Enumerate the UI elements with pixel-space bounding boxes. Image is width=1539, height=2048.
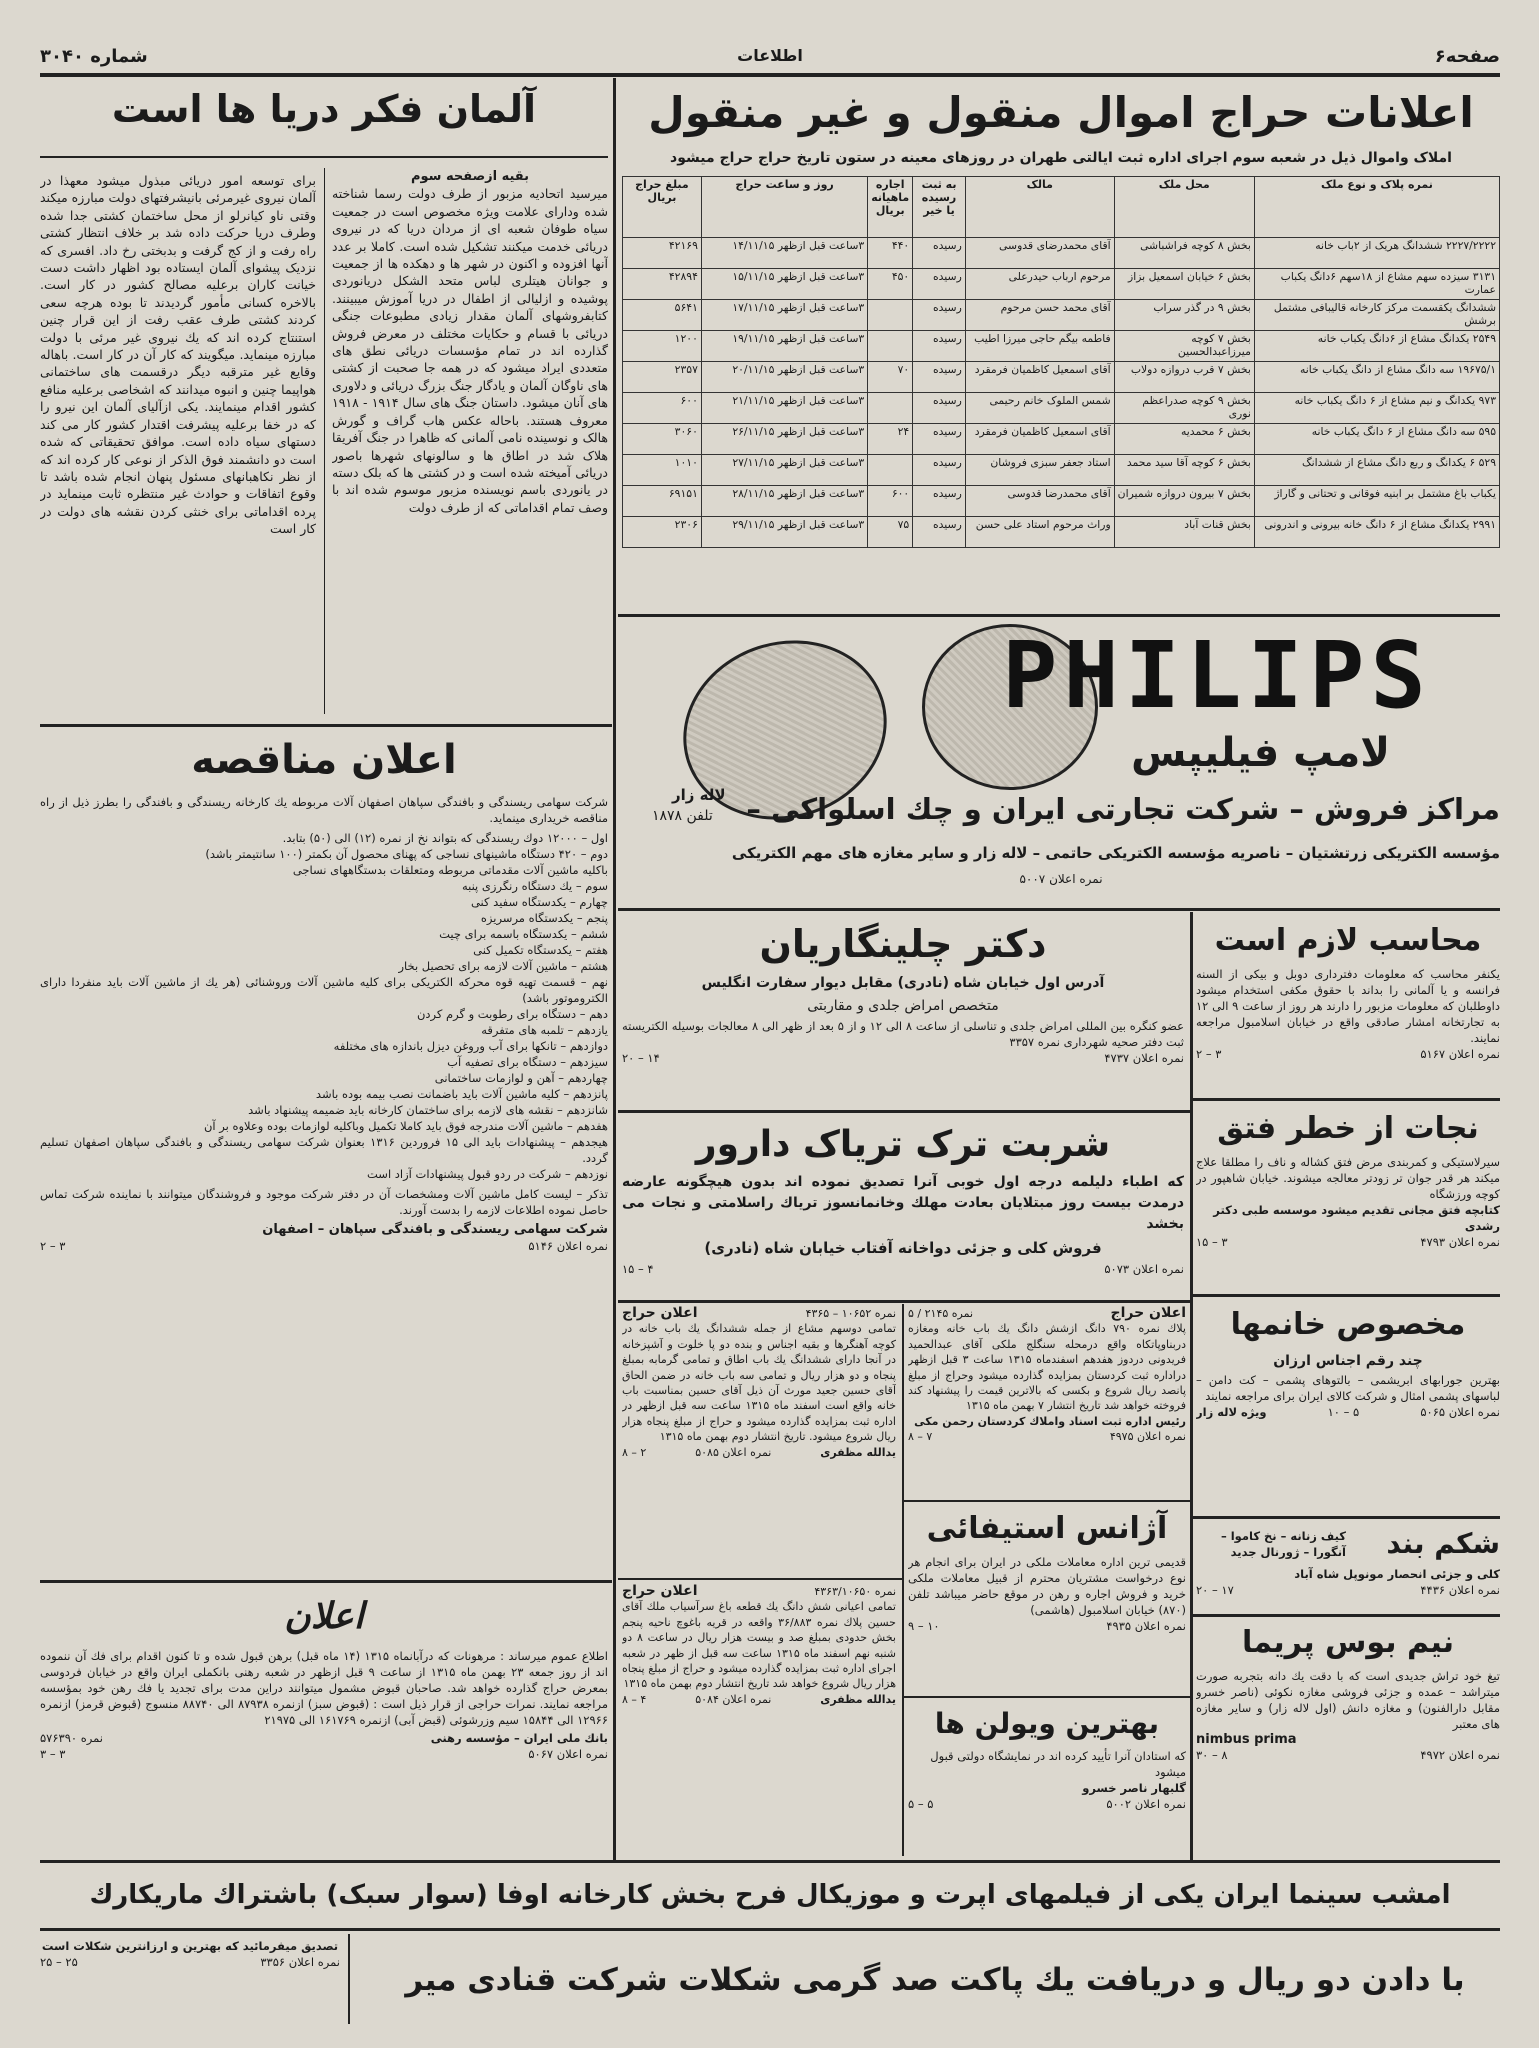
auction-cell: ۱۲۰۰ (623, 331, 702, 362)
tender-signature: شرکت سهامی ریسندگی و بافندگی سپاهان – اصفهان (262, 1222, 608, 1237)
small-auction-signature: یدالله مظفری (820, 1692, 896, 1706)
tender-item: پانزدهم – کلیه ماشین آلات باید باضمانت نصب بیمه بوده باشد (315, 1087, 608, 1101)
philips-lamp: لامپ فیلیپس (1131, 730, 1390, 776)
auction-cell: ۶۹۱۵۱ (623, 486, 702, 517)
tender-notice (40, 730, 608, 1582)
tender-item: یازدهم – تلمبه های متفرقه (481, 1023, 608, 1037)
auction-cell: ۴۲۸۹۴ (623, 269, 702, 300)
small-auction-footer (622, 1692, 896, 1707)
auction-cell: ۲۴ (868, 424, 913, 455)
auction-cell: رسیده (913, 455, 966, 486)
small-auction-body: تمامی دوسهم مشاع از جمله ششدانگ یك باب خانه در کوچه آهنگرها و بقیه اجناس و بنده دو پا خلوت و آشپزخانه در آنجا دارای ششدانگ یك باب اطاق و تمامی گرمابه بمبلغ پنجاه و دو هزار ریال و تمامی سه باب خانه در ضمن الحاق آقای حسین جعید مورث آن ذیل آقای حسین بمناسبت باب خانه واقع است اسفند ماه ۱۳۱۵ ساعت سه قبل ازظهر در اداره ثبت بمزایده گذارده میشود و حراج از مبلغ پنجاه هزار ریال شروع میشود. تاریخ انتشار دوم بهمن ماه ۱۳۱۵ (622, 1322, 896, 1444)
small-auction-header (622, 1306, 896, 1321)
small-auction-header (908, 1306, 1186, 1321)
column-header: به ثبت رسیده یا خیر (913, 177, 966, 238)
auction-cell: ۳ساعت قبل ازظهر ۲۷/۱۱/۱۵ (701, 455, 867, 486)
section-rule (618, 1578, 902, 1580)
auction-table (622, 176, 1500, 548)
auction-row (623, 424, 1500, 455)
cinema-banner (40, 1866, 1500, 1926)
section-rule (40, 724, 612, 727)
ad-code: ۷ – ۸ (908, 1430, 933, 1444)
ad-code: ۳ – ۲ (1196, 1047, 1222, 1061)
auction-cell: آقای محمدرضا قدوسی (965, 486, 1114, 517)
auction-cell: ۴۴۰ (868, 238, 913, 269)
tender-item: دهم – دستگاه برای رطوبت و گرم کردن (416, 1007, 608, 1021)
auction-cell: رسیده (913, 424, 966, 455)
small-auction-signature: یدالله مظفری (820, 1445, 896, 1459)
fatq-body: سیرلاستیکی و کمربندی مرض فتق کشاله و ناف را مطلقا علاج میکند هر قدر جوان تر زودتر معالجه میشوند. خیابان شاهپور در کوچه ورزشگاه (1196, 1155, 1500, 1201)
opium-sale: فروش کلی و جزئی دواخانه آفتاب خیابان شاه (نادری) (704, 1239, 1102, 1257)
candy-divider (348, 1934, 350, 2024)
ladies-footer (1196, 1404, 1500, 1420)
auction-notice (622, 82, 1500, 620)
auction-title: اعلانات حراج اموال منقول و غیر منقول (648, 88, 1474, 137)
small-auction-body: پلاك نمره ۷۹۰ دانگ ازشش دانگ یك باب خانه ومغازه دربناوپاتکاه واقع درمحله سنگلج ملکی آقای عبدالحمید فریدونی دردوز هفدهم اسفندماه ۱۳۱۵ ساعت ۳ قبل ازظهر دراداره ثبت کردستان بمزایده گذارده میشود وحراج از مبلغ پانصد ریال شروع و بکسی که بالاترین قیمت را پیشنهاد کند فروخته خواهد شد تاریخ انتشار ۷ بهمن ماه ۱۳۱۵ (908, 1322, 1186, 1413)
agency-title: آژانس استیفائی (926, 1511, 1168, 1546)
auction-row (623, 393, 1500, 424)
masthead (40, 42, 1500, 72)
ad-number: نمره اعلان ۴۹۷۵ (1109, 1430, 1186, 1444)
column-header: اجاره ماهیانه بریال (868, 177, 913, 238)
auction-cell: فاطمه بیگم حاجی میرزا اطیب (965, 331, 1114, 362)
belt-ad (1196, 1522, 1500, 1612)
auction-cell: رسیده (913, 517, 966, 548)
title-rule (40, 156, 608, 158)
auction-cell: بخش ۹ کوچه صدراعظم نوری (1114, 393, 1254, 424)
ladies-street: ویژه لاله زار (1196, 1405, 1267, 1419)
auction-row (623, 486, 1500, 517)
ad-number: نمره اعلان ۴۹۷۲ (1420, 1748, 1500, 1762)
auction-cell: ۱۰۱۰ (623, 455, 702, 486)
auction-cell: ۲۹۹۱ یکدانگ مشاع از ۶ دانگ خانه بیرونی و اندرونی (1254, 517, 1499, 548)
small-auction-title: اعلان حراج (622, 1306, 698, 1321)
section-rule (40, 1580, 612, 1583)
auction-cell: ششدانگ یکقسمت مرکز کارخانه قالیبافی مشتمل برشش (1254, 300, 1499, 331)
ad-code: ۱۰ – ۹ (908, 1619, 940, 1633)
auction-cell: آقای محمد حسن مرحوم (965, 300, 1114, 331)
bank-ref: نمره ۵۷۶۳۹۰ (40, 1731, 103, 1745)
auction-cell: بخش ۷ قرب دروازه دولاب (1114, 362, 1254, 393)
auction-cell: ۳۰۶۰ (623, 424, 702, 455)
germany-article (40, 80, 608, 720)
column-header: نمره پلاک و نوع ملک (1254, 177, 1499, 238)
philips-centers: مراکز فروش – شرکت تجارتی ایران و چك اسلواکی – (746, 792, 1500, 826)
auction-cell: بخش ۷ بیرون دروازه شمیران (1114, 486, 1254, 517)
ad-number: نمره اعلان ۵۰۶۵ (1420, 1405, 1500, 1419)
germany-title: آلمان فکر دریا ها است (111, 87, 537, 131)
auction-cell: ۳ساعت قبل ازظهر ۲۸/۱۱/۱۵ (701, 486, 867, 517)
candy-footer (40, 1954, 340, 1970)
tender-item: دوم – ۴۲۰ دستگاه ماشینهای نساجی که پهنای محصول آن بکمتر (۱۰۰ سانتیمتر باشد) (205, 847, 608, 861)
column-header: مبلغ حراج بریال (623, 177, 702, 238)
small-auction-title: اعلان حراج (1110, 1306, 1186, 1321)
small-auction-footer (622, 1445, 896, 1460)
ladies-subtitle: چند رقم اجناس ارزان (1273, 1353, 1423, 1369)
column-header: مالک (965, 177, 1114, 238)
small-auction-ref: نمره ۱۰۶۵۲ – ۴۳۶۵ (805, 1307, 896, 1320)
philips-dealers: مؤسسه الکتریکی زرتشتیان – ناصریه مؤسسه الکتریکی حاتمی – لاله زار و سایر مغازه های مهم الکتریکی (731, 844, 1500, 862)
violin-title: بهترین ویولن ها (934, 1707, 1160, 1740)
auction-cell: استاد جعفر سبزی فروشان (965, 455, 1114, 486)
violin-sale: گلبهار ناصر خسرو (1082, 1781, 1186, 1795)
column-rule (902, 1304, 904, 1856)
auction-cell: ۳ساعت قبل ازظهر ۱۵/۱۱/۱۵ (701, 269, 867, 300)
auction-cell: ۲۳۰۶ (623, 517, 702, 548)
auction-cell: رسیده (913, 393, 966, 424)
auction-cell: ۴۲۱۶۹ (623, 238, 702, 269)
auction-row (623, 517, 1500, 548)
section-rule (618, 908, 1500, 911)
auction-cell: ۳۱۳۱ سیزده سهم مشاع از ۱۸سهم ۶دانگ یکباب عمارت (1254, 269, 1499, 300)
ad-code: ۲ – ۸ (622, 1445, 647, 1459)
newspaper-name: اطلاعات (737, 46, 803, 65)
germany-column-rule (324, 168, 325, 714)
fatq-sale: کتابچه فتق مجانی تقدیم میشود موسسه طبی دکتر رشدی (1213, 1203, 1500, 1233)
candy-side-text: تصدیق میفرمائید که بهترین و ارزانترین شکلات است (41, 1939, 339, 1953)
nimbus-footer (1196, 1747, 1500, 1763)
auction-cell: آقای اسمعیل کاظمیان فرمقرد (965, 424, 1114, 455)
candy-text: با دادن دو ریال و دریافت یك پاکت صد گرمی شکلات شرکت قنادی میر (405, 1962, 1465, 1998)
auction-cell: ۳ساعت قبل ازظهر ۱۴/۱۱/۱۵ (701, 238, 867, 269)
auction-table-body (623, 238, 1500, 548)
auction-cell: بخش قنات آباد (1114, 517, 1254, 548)
auction-cell: ۲۵۴۹ یکدانگ مشاع از ۶دانگ یکباب خانه (1254, 331, 1499, 362)
accountant-body: یکنفر محاسب که معلومات دفترداری دوبل و بیکی از السنه فرانسه و یا آلمانی را بداند با حقوق مکفی استخدام میشود داوطلبان که معلومات مزبور را دارند هر روز از ساعت ۹ الی ۱۲ به تجارتخانه امشار صادقی واقع در خیابان اسلامبول مراجعه نمایند. (1196, 967, 1500, 1045)
bank-notice-footer (40, 1730, 608, 1746)
tender-title: اعلان مناقصه (191, 737, 457, 783)
continued-label: بقیه ازصفحه سوم (410, 169, 530, 184)
ad-code: ۸ – ۳۰ (1196, 1748, 1228, 1762)
small-auction-ref: نمره ۲۱۴۵ / ۵ (908, 1307, 974, 1320)
auction-cell: رسیده (913, 300, 966, 331)
auction-cell (868, 331, 913, 362)
small-auction-ref: نمره ۴۳۶۳/۱۰۶۵۰ (814, 1585, 896, 1598)
tender-item: نوزدهم – شرکت در ردو قبول پیشنهادات آزاد است (367, 1167, 608, 1181)
tender-item: اول – ۱۲۰۰۰ دوك ریسندگی که بتواند نخ از نمره (۱۲) الی (۵۰) بتابد. (282, 831, 608, 845)
auction-cell: شمس الملوک خانم رحیمی (965, 393, 1114, 424)
auction-cell: ۷۰ (868, 362, 913, 393)
opium-footer (622, 1261, 1184, 1277)
philips-street: لاله زار (672, 786, 726, 804)
candy-side (40, 1938, 340, 1970)
tender-notes: تذکر – لیست کامل ماشین آلات ومشخصات آن در دفتر شرکت موجود و فروشندگان میتوانند با نماینده شرکت تماس حاصل نموده اطلاعات لازمه را بدست آورند. (40, 1187, 608, 1217)
auction-cell (868, 300, 913, 331)
page-number: صفحه۶ (1434, 46, 1500, 67)
tender-item: چهارم – یکدستگاه سفید کنی (470, 895, 608, 909)
section-rule (1192, 1098, 1500, 1101)
ad-code: ۳ – ۲ (40, 1239, 66, 1253)
small-auction-title: اعلان حراج (622, 1584, 698, 1599)
auction-cell: رسیده (913, 331, 966, 362)
fatq-footer (1196, 1234, 1500, 1250)
tender-item: باکلیه ماشین آلات مقدماتی مربوطه ومتعلقات بدستگاههای نساجی (292, 863, 608, 877)
ad-number: نمره اعلان ۴۷۹۳ (1420, 1235, 1500, 1249)
section-rule (904, 1696, 1190, 1698)
belt-footer (1196, 1582, 1500, 1598)
auction-cell (868, 393, 913, 424)
nimbus-brand: nimbus prima (1196, 1732, 1297, 1747)
section-rule (618, 1300, 1190, 1303)
small-auction-header (622, 1584, 896, 1599)
auction-cell: وراث مرحوم استاد علی حسن (965, 517, 1114, 548)
auction-cell: ۳ساعت قبل ازظهر ۱۹/۱۱/۱۵ (701, 331, 867, 362)
auction-cell: رسیده (913, 238, 966, 269)
cinema-text: امشب سینما ایران یکی از فیلمهای اپرت و موزیکال فرح بخش کارخانه اوفا (سوار سبک) باشتراك ماریکارك (89, 1880, 1451, 1910)
accountant-footer (1196, 1046, 1500, 1062)
auction-cell: ۹۷۳ یکدانگ و نیم مشاع از ۶ دانگ یکباب خانه (1254, 393, 1499, 424)
candy-banner (40, 1934, 1500, 2030)
auction-cell: بخش ۷ کوچه میرزاعبدالحسین (1114, 331, 1254, 362)
accountant-title: محاسب لازم است (1214, 923, 1482, 958)
ad-number: نمره اعلان ۳۳۵۶ (260, 1955, 340, 1969)
auction-cell: ۵۲۹ ۶ یکدانگ و ربع دانگ مشاع از ششدانگ (1254, 455, 1499, 486)
ad-number: نمره اعلان ۵۱۶۷ (1420, 1047, 1500, 1061)
ad-code: ۵ – ۱۰ (1327, 1405, 1360, 1419)
tender-item: سیزدهم – دستگاه برای تصفیه آب (447, 1055, 608, 1069)
tender-item: هیجدهم – پیشنهادات باید الی ۱۵ فروردین ۱۳۱۶ بعنوان شرکت سهامی ریسندگی و بافندگی سپاهان اصفهان تسلیم گردد. (40, 1135, 608, 1165)
small-auction-body: تمامی اعیانی شش دانگ یك قطعه باغ سرآسیاب ملك آقای حسین پلاك نمره ۳۶/۸۸۳ واقعه در قریه باغوچ ناحیه پنجم بخش حدودی بمبلغ صد و بیست هزار ریال در ساعت ۸ دو شنبه نهم اسفند ماه ۱۳۱۵ ساعت سه قبل از ظهر در شعبه اجرای اداره ثبت بمزایده گذارده میشود و حراج از مبلغ پنجاه هزار ریال شروع خواهد شد تاریخ انتشار دوم بهمن ماه ۱۳۱۵ (622, 1600, 896, 1691)
ladies-ad (1196, 1300, 1500, 1512)
agency-body: قدیمی ترین اداره معاملات ملکی در ایران برای انجام هر نوع درخواست مشتریان محترم از قبیل معاملات ملکی خرید و فروش اجاره و رهن در موقع حاضر میباشد تلفن (۸۷۰) خیابان اسلامبول (هاشمی) (908, 1555, 1186, 1617)
auction-row (623, 238, 1500, 269)
ad-code: ۳ – ۱۵ (1196, 1235, 1228, 1249)
ad-code: ۳ – ۳ (40, 1747, 66, 1761)
tender-intro: شرکت سهامی ریسندگی و بافندگی سپاهان اصفهان آلات مربوطه یك کارخانه ریسندگی و بافندگی را بطرز ذیل از راه مناقصه خریداری مینماید. (40, 795, 608, 825)
section-rule (40, 1860, 1500, 1863)
bank-signature: بانك ملی ایران – مؤسسه رهنی (430, 1731, 608, 1745)
auction-cell: ۲۲۲۷/۲۲۲۲ ششدانگ هریک از ۲باب خانه (1254, 238, 1499, 269)
auction-cell: آقای اسمعیل کاظمیان فرمقرد (965, 362, 1114, 393)
opium-ad (622, 1118, 1184, 1298)
tender-item: هفدهم – ماشین آلات مندرجه فوق باید کاملا تکمیل وباکلیه لوازمات بوده وعلاوه بر آن (203, 1119, 608, 1133)
auction-cell: رسیده (913, 486, 966, 517)
auction-notice-small-3 (622, 1584, 896, 1856)
tender-item: هشتم – ماشین آلات لازمه برای تحصیل بخار (398, 959, 608, 973)
germany-col-right (332, 168, 608, 716)
violin-body: که استادان آنرا تأیید کرده اند در نمایشگاه دولتی قبول میشود (930, 1749, 1186, 1779)
violin-ad (908, 1700, 1186, 1856)
doctor-address: آدرس اول خیابان شاه (نادری) مقابل دیوار سفارت انگلیس (701, 975, 1105, 991)
ad-code: ۵ – ۵ (908, 1797, 934, 1811)
ad-number: نمره اعلان ۵۰۸۵ (695, 1445, 772, 1459)
auction-cell: ۳ساعت قبل ازظهر ۱۷/۱۱/۱۵ (701, 300, 867, 331)
masthead-rule (40, 73, 1500, 77)
germany-col-right-text: میرسید اتحادیه مزبور از طرف دولت رسما شناخته شده ودارای علامت ویژه مخصوص است در جمعیت سیاه طوفان شعبه ای از مردان دریا که در نیروی دریائی خدمت میکنند تشکیل شده است. کاملا بر عدد آنها افزوده و اکنون در شهر ها و دهکده ها از جمعیت و جوانان هیتلری لباس متحد الشکل دریانوردی پوشیده و ازلیالی از اطفال در دریا آموزش میبینند. کتابفروشهای آلمان مقدار زیادی مطبوعات جنگی دریائی با قسام و حکایات مختلف در معرض فروش گذارده اند در تمام مؤسسات دریائی نطق های متعددی ایراد میشود که در همه جا صحبت از کشتی های ناوگان آلمان و یادگار جنگ بزرگ دریائی و دلاوری های آنان میشود. داستان جنگ های سال ۱۹۱۴ - ۱۹۱۸ معروف هستند. باحاله عکس هاب گراف و گورش هالک و نوسینده نامی آلمانی که ظاهرا در جنگ آفریقا هلاک شد در اطاق ها و سالونهای شهرها باصور دریائی آمیخته شده است و در کشتی ها که بلک دسته در یانوردی باسم نویسنده مزبور موسوم شده اند با وصف تمام اقداماتی که از طرف دولت (332, 186, 608, 515)
agency-ad (908, 1504, 1186, 1694)
tender-item: پنجم – یکدستگاه مرسریزه (480, 911, 608, 925)
ad-code: ۲۵ – ۲۵ (40, 1955, 78, 1969)
section-rule (618, 1110, 1190, 1113)
ad-code: ۴ – ۱۵ (622, 1262, 654, 1276)
auction-cell: بخش ۹ در گذر سراب (1114, 300, 1254, 331)
section-rule (1192, 1516, 1500, 1519)
ad-number: نمره اعلان ۵۰۷۳ (1104, 1262, 1184, 1276)
auction-row (623, 362, 1500, 393)
auction-table-header (623, 177, 1500, 238)
small-auction-footer (908, 1429, 1186, 1444)
bank-notice-footer-2 (40, 1746, 608, 1762)
tender-item: نهم – قسمت تهیه قوه محرکه الکتریکی برای کلیه ماشین آلات وروشنائی (هر یك از ماشین آلات باید منفردا دارای الکتروموتور باشد) (40, 975, 608, 1005)
belt-sale: کلی و جزئی انحصار مونوپل شاه آباد (1294, 1567, 1500, 1581)
opium-title: شربت ترک تریاک دارور (695, 1124, 1111, 1165)
belt-side: کیف زنانه – نخ کاموا – آنگورا – ژورنال جدید (1220, 1529, 1346, 1559)
auction-cell: ۶۰۰ (623, 393, 702, 424)
auction-cell: ۳ساعت قبل ازظهر ۲۹/۱۱/۱۵ (701, 517, 867, 548)
opium-body: که اطباء دلیلمه درجه اول خوبی آنرا تصدیق نموده اند بدون هیچگونه عارضه درمدت بیست روز مبتلایان بعادت مهلك وخانمانسوز تریاك راسلامتی و نجات می بخشد (622, 1174, 1184, 1232)
auction-row (623, 331, 1500, 362)
belt-header (1196, 1522, 1500, 1566)
bank-notice-body: اطلاع عموم میرساند : مرهونات که درآبانماه ۱۳۱۵ (۱۴ ماه قبل) برهن قبول شده و تا کنون اقدام برای فك آن ننموده اند از روز جمعه ۲۳ بهمن ماه ۱۳۱۵ از ساعت ۹ قبل ازظهر در شعبه رهنی بانکملی ایران واقع در خیابان فردوسی بمعرض حراج گذارده خواهد شد. صاحبان قبوض مشمول میتوانند دراین مدت برای تجدید یا فك رهن خود بمؤسسه مراجعه نمایند. نمرات حراجی از قرار ذیل است : (قبوض سبز) ازنمره ۸۷۹۳۸ الی ۸۸۷۴۰ منسوج (قبوض قرمز) ازنمره ۱۲۹۶۶ الی ۱۵۸۴۴ سیم وزرشوئی (قبض آبی) ازنمره ۱۶۱۷۶۹ الی ۲۱۹۷۵ (40, 1649, 608, 1727)
ladies-title: مخصوص خانمها (1230, 1307, 1466, 1342)
section-rule (1192, 1294, 1500, 1297)
nimbus-ad (1196, 1618, 1500, 1856)
auction-subtitle: املاک واموال ذیل در شعبه سوم اجرای اداره ثبت ایالتی طهران در روزهای معینه در ستون تاریخ حراج حراج میشود (670, 150, 1452, 166)
nimbus-title: نیم بوس پریما (1242, 1625, 1454, 1660)
small-auction-signature: رئیس اداره ثبت اسناد واملاك کردستان رحمن مکی (914, 1414, 1186, 1428)
doctor-ad (622, 916, 1184, 1106)
section-rule (40, 1928, 1500, 1931)
fatq-ad (1196, 1104, 1500, 1290)
auction-row (623, 455, 1500, 486)
ad-number: نمره اعلان ۵۱۴۶ (528, 1239, 608, 1253)
column-header: روز و ساعت حراج (701, 177, 867, 238)
auction-cell: ۳ساعت قبل ازظهر ۲۱/۱۱/۱۵ (701, 393, 867, 424)
violin-footer (908, 1796, 1186, 1812)
tender-item: ششم – یکدستگاه باسمه برای چیت (439, 927, 608, 941)
doctor-title: دکتر چلینگاریان (759, 922, 1047, 966)
column-divider-right (1190, 912, 1193, 1860)
auction-cell: ۶۰۰ (868, 486, 913, 517)
auction-cell: یکباب باغ مشتمل بر ابنیه فوقانی و تحتانی و گاراژ (1254, 486, 1499, 517)
agency-footer (908, 1618, 1186, 1634)
auction-cell: بخش ۶ کوچه آقا سید محمد (1114, 455, 1254, 486)
auction-notice-small-2 (622, 1306, 896, 1574)
doctor-footer (622, 1050, 1184, 1066)
philips-phone: تلفن ۱۸۷۸ (652, 808, 713, 824)
ad-number: نمره اعلان ۵۰۶۷ (528, 1747, 608, 1761)
ad-number: نمره اعلان ۴۷۳۷ (1104, 1051, 1184, 1065)
section-rule (1192, 1614, 1500, 1617)
ladies-body: بهترین جورابهای ابریشمی – بالتوهای پشمی – کت دامن – لباسهای پشمی امثال و شرکت کالای ایران برای مراجعه نمایند (1196, 1373, 1500, 1403)
auction-cell: ۵۶۴۱ (623, 300, 702, 331)
tender-item: شانزدهم – نقشه های لازمه برای ساختمان کارخانه باید ضمیمه پیشنهاد باشد (248, 1103, 608, 1117)
auction-cell: ۴۵۰ (868, 269, 913, 300)
ad-number: نمره اعلان ۵۰۰۲ (1106, 1797, 1186, 1811)
auction-cell: بخش ۶ خیابان اسمعیل بزاز (1114, 269, 1254, 300)
auction-cell: مرحوم ارباب حیدرعلی (965, 269, 1114, 300)
auction-cell: رسیده (913, 362, 966, 393)
auction-cell: ۷۵ (868, 517, 913, 548)
doctor-specialty: متخصص امراض جلدی و مقاربتی (807, 998, 999, 1014)
germany-col-left: برای توسعه امور دریائی مبذول میشود معهذا در آلمان نیروی غیرمرئی بانیشرفتهای دولت مبارزه میکند وقتی ناو کیانرلو از محل ساختمان کشتی جدا شده وطرف دریا حرکت داده شد بر خلاف انتظار کشتی راه رفت و از کج گرفت و بدبختی رخ داد. افسری که نزدیک پیشوای آلمان ایستاده بود اظهار داشت دست خیانت کاران برعلیه مصالح کشور در کار است. بالاخره کسانی مأمور گردیدند تا بوده هرچه سعی کردند کشتی طرف عقب رفت از این قرار چنین استنتاج کرده اند که یك نیروی غیر مرئی با دولت مبارزه مینماید. میگویند که کار آن در کار است. باهاله وقایع غیر مترقبه دیگر درقسمت های ساختمانی هواپیما چنین و انبوه میدانند که اشخاصی برعلیه منافع کشور اقدام مینمایند. یکی ازآلیای آلمان این نیرو را که در خفا برعلیه پیشرفت اقتدار کشور کار می کند دستهای سیاه داده است. موافق تحقیقاتی که شده است دو دانشمند فوق الذکر از نوعی کار کرده اند که از نظر نکاهبانهای مسئول پنهان انجام شده باشد تا وقوع اتفاقات و حوادث غیر منتظره ثابت مینماید در پرده اقداماتی برای خنثی کردن نقشه های دولت در کار است (40, 173, 316, 537)
ad-number: نمره اعلان ۴۹۳۵ (1106, 1619, 1186, 1633)
auction-cell: بخش ۸ کوچه فراشباشی (1114, 238, 1254, 269)
fatq-title: نجات از خطر فتق (1217, 1111, 1479, 1146)
auction-cell: ۱۹۶۷۵/۱ سه دانگ مشاع از دانگ یکباب خانه (1254, 362, 1499, 393)
auction-cell: رسیده (913, 269, 966, 300)
tender-item: هفتم – یکدستگاه تکمیل کنی (473, 943, 608, 957)
section-rule (618, 614, 1500, 617)
auction-cell: ۵۹۵ سه دانگ مشاع از ۶ دانگ یکباب خانه (1254, 424, 1499, 455)
auction-cell: بخش ۶ محمدیه (1114, 424, 1254, 455)
tender-footer (40, 1238, 608, 1254)
ad-code: ۱۴ – ۲۰ (622, 1051, 660, 1065)
belt-title: شکم بند (1386, 1527, 1500, 1560)
ad-code: ۱۷ – ۲۰ (1196, 1583, 1234, 1597)
auction-cell: ۳ساعت قبل ازظهر ۲۶/۱۱/۱۵ (701, 424, 867, 455)
ad-number: نمره اعلان ۴۴۳۶ (1420, 1583, 1500, 1597)
tender-items (40, 830, 608, 1182)
tender-item: سوم – یك دستگاه رنگرزی پنبه (461, 879, 608, 893)
auction-cell: آقای محمدرضای قدوسی (965, 238, 1114, 269)
auction-row (623, 300, 1500, 331)
tender-item: دوازدهم – تانکها برای آب وروغن دیزل باندازه های مختلفه (333, 1039, 608, 1053)
ad-number: نمره اعلان ۵۰۰۷ (1019, 872, 1103, 886)
section-rule (904, 1500, 1190, 1502)
bank-notice (40, 1586, 608, 1856)
column-divider-main (613, 78, 616, 1860)
philips-logo: PHILIPS (1002, 622, 1432, 729)
ad-number: نمره اعلان ۵۰۸۴ (695, 1692, 772, 1706)
nimbus-body: تیغ خود تراش جدیدی است که با دقت یك دانه بتجربه صورت میتراشد – عمده و جزئی فروشی مغازه نکوئی (ناصر خسرو مقابل دارالفنون) و مغازه دانش (اول لاله زار) و سایر مغازه های معتبر (1196, 1669, 1500, 1731)
auction-cell: ۲۳۵۷ (623, 362, 702, 393)
bank-notice-title: اعلان (284, 1596, 364, 1637)
column-header: محل ملک (1114, 177, 1254, 238)
accountant-ad (1196, 916, 1500, 1094)
auction-cell: ۳ساعت قبل ازظهر ۲۰/۱۱/۱۵ (701, 362, 867, 393)
ad-code: ۴ – ۸ (622, 1692, 647, 1706)
tender-item: چهاردهم – آهن و لوازمات ساختمانی (434, 1071, 608, 1085)
philips-ad (622, 622, 1500, 904)
auction-row (623, 269, 1500, 300)
doctor-body: عضو کنگره بین المللی امراض جلدی و تناسلی از ساعت ۸ الی ۱۲ و از ۵ بعد از ظهر الی ۸ معالجات بوسیله الکتریسته ثبت دفتر صحیه شهرداری نمره ۳۳۵۷ (622, 1019, 1184, 1049)
issue-number: شماره ۳۰۴۰ (40, 46, 148, 67)
auction-cell (868, 455, 913, 486)
